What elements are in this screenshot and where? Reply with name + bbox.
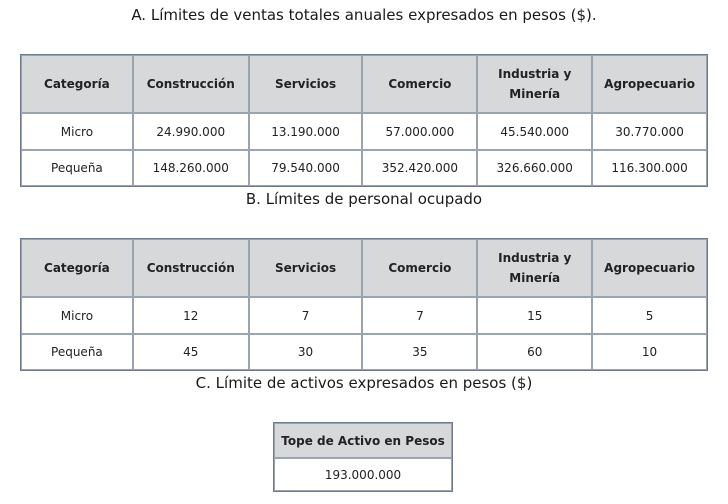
header-categoria: Categoría [21, 55, 133, 113]
table-cell: 30.770.000 [592, 113, 707, 150]
table-cell: 30 [249, 334, 363, 370]
table-header-row [274, 423, 452, 458]
table-cell: 12 [133, 297, 249, 334]
section-b-title: B. Límites de personal ocupado [245, 190, 483, 208]
table-cell: 148.260.000 [133, 150, 249, 186]
personnel-limits-table [20, 238, 708, 371]
table-cell: 35 [362, 334, 477, 370]
table-cell: 7 [249, 297, 363, 334]
header-categoria: Categoría [21, 239, 133, 297]
table-cell: 45.540.000 [477, 113, 592, 150]
table-cell: 5 [592, 297, 707, 334]
table-row [21, 113, 707, 150]
table-row [21, 150, 707, 186]
row-label: Pequeña [21, 334, 133, 370]
table-cell: 79.540.000 [249, 150, 363, 186]
table-row [21, 334, 707, 370]
table-cell: 45 [133, 334, 249, 370]
table-cell: 116.300.000 [592, 150, 707, 186]
row-label: Micro [21, 297, 133, 334]
header-tope-activo: Tope de Activo en Pesos [274, 423, 452, 458]
assets-limit-table [273, 422, 453, 492]
table-cell: 193.000.000 [274, 458, 452, 491]
header-construccion: Construcción [133, 239, 249, 297]
header-comercio: Comercio [362, 55, 477, 113]
table-header-row [21, 55, 707, 113]
row-label: Micro [21, 113, 133, 150]
table-row [274, 458, 452, 491]
table-row [21, 297, 707, 334]
table-cell: 13.190.000 [249, 113, 363, 150]
table-header-row [21, 239, 707, 297]
header-agropecuario: Agropecuario [592, 239, 707, 297]
row-label: Pequeña [21, 150, 133, 186]
section-a-title: A. Límites de ventas totales anuales expresados en pesos ($). [131, 6, 597, 24]
table-cell: 24.990.000 [133, 113, 249, 150]
header-industria-mineria: Industria y Minería [477, 55, 592, 113]
header-industria-mineria: Industria y Minería [477, 239, 592, 297]
table-cell: 352.420.000 [362, 150, 477, 186]
header-comercio: Comercio [362, 239, 477, 297]
header-servicios: Servicios [249, 55, 363, 113]
table-cell: 60 [477, 334, 592, 370]
section-c-title: C. Límite de activos expresados en pesos ($) [195, 374, 533, 392]
header-servicios: Servicios [249, 239, 363, 297]
header-construccion: Construcción [133, 55, 249, 113]
table-cell: 57.000.000 [362, 113, 477, 150]
sales-limits-table [20, 54, 708, 187]
table-cell: 10 [592, 334, 707, 370]
header-agropecuario: Agropecuario [592, 55, 707, 113]
table-cell: 15 [477, 297, 592, 334]
table-cell: 326.660.000 [477, 150, 592, 186]
table-cell: 7 [362, 297, 477, 334]
